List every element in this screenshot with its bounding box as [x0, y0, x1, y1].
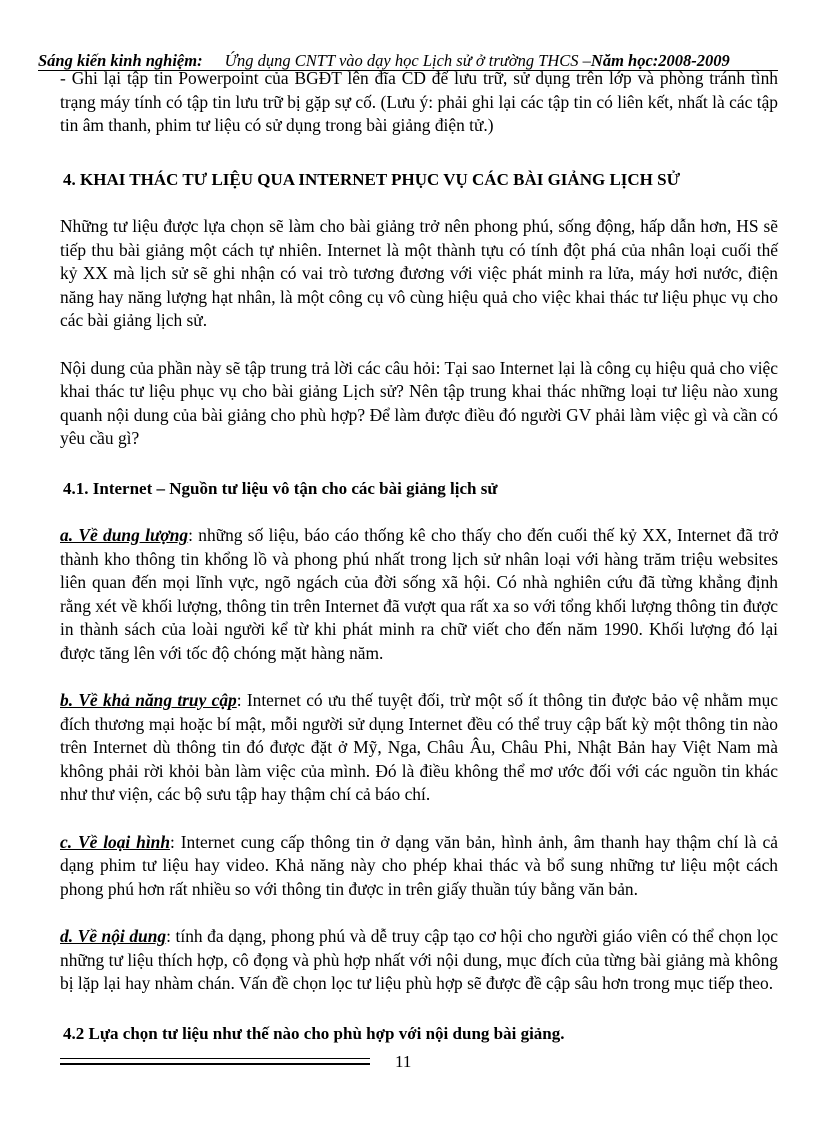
paragraph-save-powerpoint: - Ghi lại tập tin Powerpoint của BGĐT lên đĩa CD để lưu trữ, sử dụng trên lớp và phòng tránh tình trạng máy tính có tập tin lưu trữ bị gặp sự cố. (Lưu ý: phải ghi lại các tập tin có liên kết, nhất là các tập tin âm thanh, phim tư liệu có sử dụng trong bài giảng điện tử.) [60, 68, 778, 135]
header-title-text: Ứng dụng CNTT vào dạy học Lịch sử ở trường THCS – [224, 51, 591, 70]
paragraph-capacity [60, 524, 778, 665]
paragraph-internet-intro: Những tư liệu được lựa chọn sẽ làm cho bài giảng trở nên phong phú, sống động, hấp dẫn hơn, HS sẽ tiếp thu bài giảng một cách tự nhiên. Internet là một thành tựu có tính đột phá của nhân loại cuối thế kỷ XX mà lịch sử sẽ ghi nhận có vai trò tương đương với việc phát minh ra lửa, máy hơi nước, điện năng hay năng lượng hạt nhân, là một công cụ vô cùng hiệu quả cho việc khai thác tư liệu phục vụ cho các bài giảng lịch sử. [60, 216, 778, 330]
section-heading-4-1: 4.1. Internet – Nguồn tư liệu vô tận cho các bài giảng lịch sử [63, 478, 498, 498]
text-content: : tính đa dạng, phong phú và dễ truy cập tạo cơ hội cho người giáo viên có thể chọn lọc những tư liệu thích hợp, cô đọng và phù hợp nhất với nội dung, mục đích của từng bài giảng mà không bị lặp lại hay nhàm chán. Vấn đề chọn lọc tư liệu phù hợp sẽ được đề cập sâu hơn trong mục tiếp theo. [60, 926, 778, 993]
header-year: Năm học:2008-2009 [590, 51, 730, 70]
paragraph-section-questions: Nội dung của phần này sẽ tập trung trả lời các câu hỏi: Tại sao Internet lại là công cụ hiệu quả cho việc khai thác tư liệu phục vụ cho bài giảng Lịch sử? Nên tập trung khai thác những loại tư liệu nào xung quanh nội dung của bài giảng cho phù hợp? Để làm được điều đó người GV phải làm việc gì và cần có yêu cầu gì? [60, 357, 778, 448]
paragraph-format-types [60, 831, 778, 902]
lead-content: d. Về nội dung [60, 926, 167, 946]
lead-format-types: c. Về loại hình [60, 831, 170, 852]
lead-capacity: a. Về dung lượng [60, 525, 189, 545]
document-body [60, 67, 778, 1045]
text-capacity: : những số liệu, báo cáo thống kê cho thấy cho đến cuối thế kỷ XX, Internet đã trở thành kho thông tin khổng lồ và phong phú nhất trong lịch sử nhân loại với hàng trăm triệu websites liên quan đến mọi lĩnh vực, ngõ ngách của đời sống xã hội. Có nhà nghiên cứu đã từng khẳng định rằng xét về khối lượng, thông tin trên Internet đã vượt qua rất xa so với tổng khối lượng thông tin được in thành sách của loài người kể từ khi phát minh ra chữ viết cho đến năm 1990. Khối lượng đó lại được tăng lên với tốc độ chóng mặt hàng năm. [60, 525, 779, 663]
page-number: 11 [395, 1052, 412, 1071]
header-label: Sáng kiến kinh nghiệm: [38, 51, 203, 70]
text-accessibility: : Internet có ưu thế tuyệt đối, trừ một số ít thông tin được bảo vệ nhằm mục đích thương mại hoặc bí mật, mỗi người sử dụng Internet đều có thể truy cập bất kỳ một thông tin nào trên Internet dù thông tin đó được đặt ở Mỹ, Nga, Châu Âu, Châu Phi, Nhật Bản hay Việt Nam mà không phải rời khỏi bàn làm việc của mình. Đó là điều không thể mơ ước đối với các nguồn tin khác như thư viện, các bộ sưu tập hay thậm chí cả báo chí. [60, 690, 779, 804]
section-heading-4-2: 4.2 Lựa chọn tư liệu như thế nào cho phù hợp với nội dung bài giảng. [63, 1023, 565, 1043]
paragraph-accessibility [60, 689, 778, 807]
footer-rule [60, 1058, 370, 1065]
text-format-types: : Internet cung cấp thông tin ở dạng văn bản, hình ảnh, âm thanh hay thậm chí là cả dạng phim tư liệu hay video. Khả năng này cho phép khai thác và bổ sung những tư liệu một cách phong phú hơn rất nhiều so với thông tin được in trên giấy thuần túy bằng văn bản. [60, 831, 778, 899]
paragraph-content [60, 925, 778, 996]
lead-accessibility: b. Về khả năng truy cập [60, 690, 237, 710]
section-heading-4: 4. KHAI THÁC TƯ LIỆU QUA INTERNET PHỤC VỤ CÁC BÀI GIẢNG LỊCH SỬ [63, 169, 681, 189]
